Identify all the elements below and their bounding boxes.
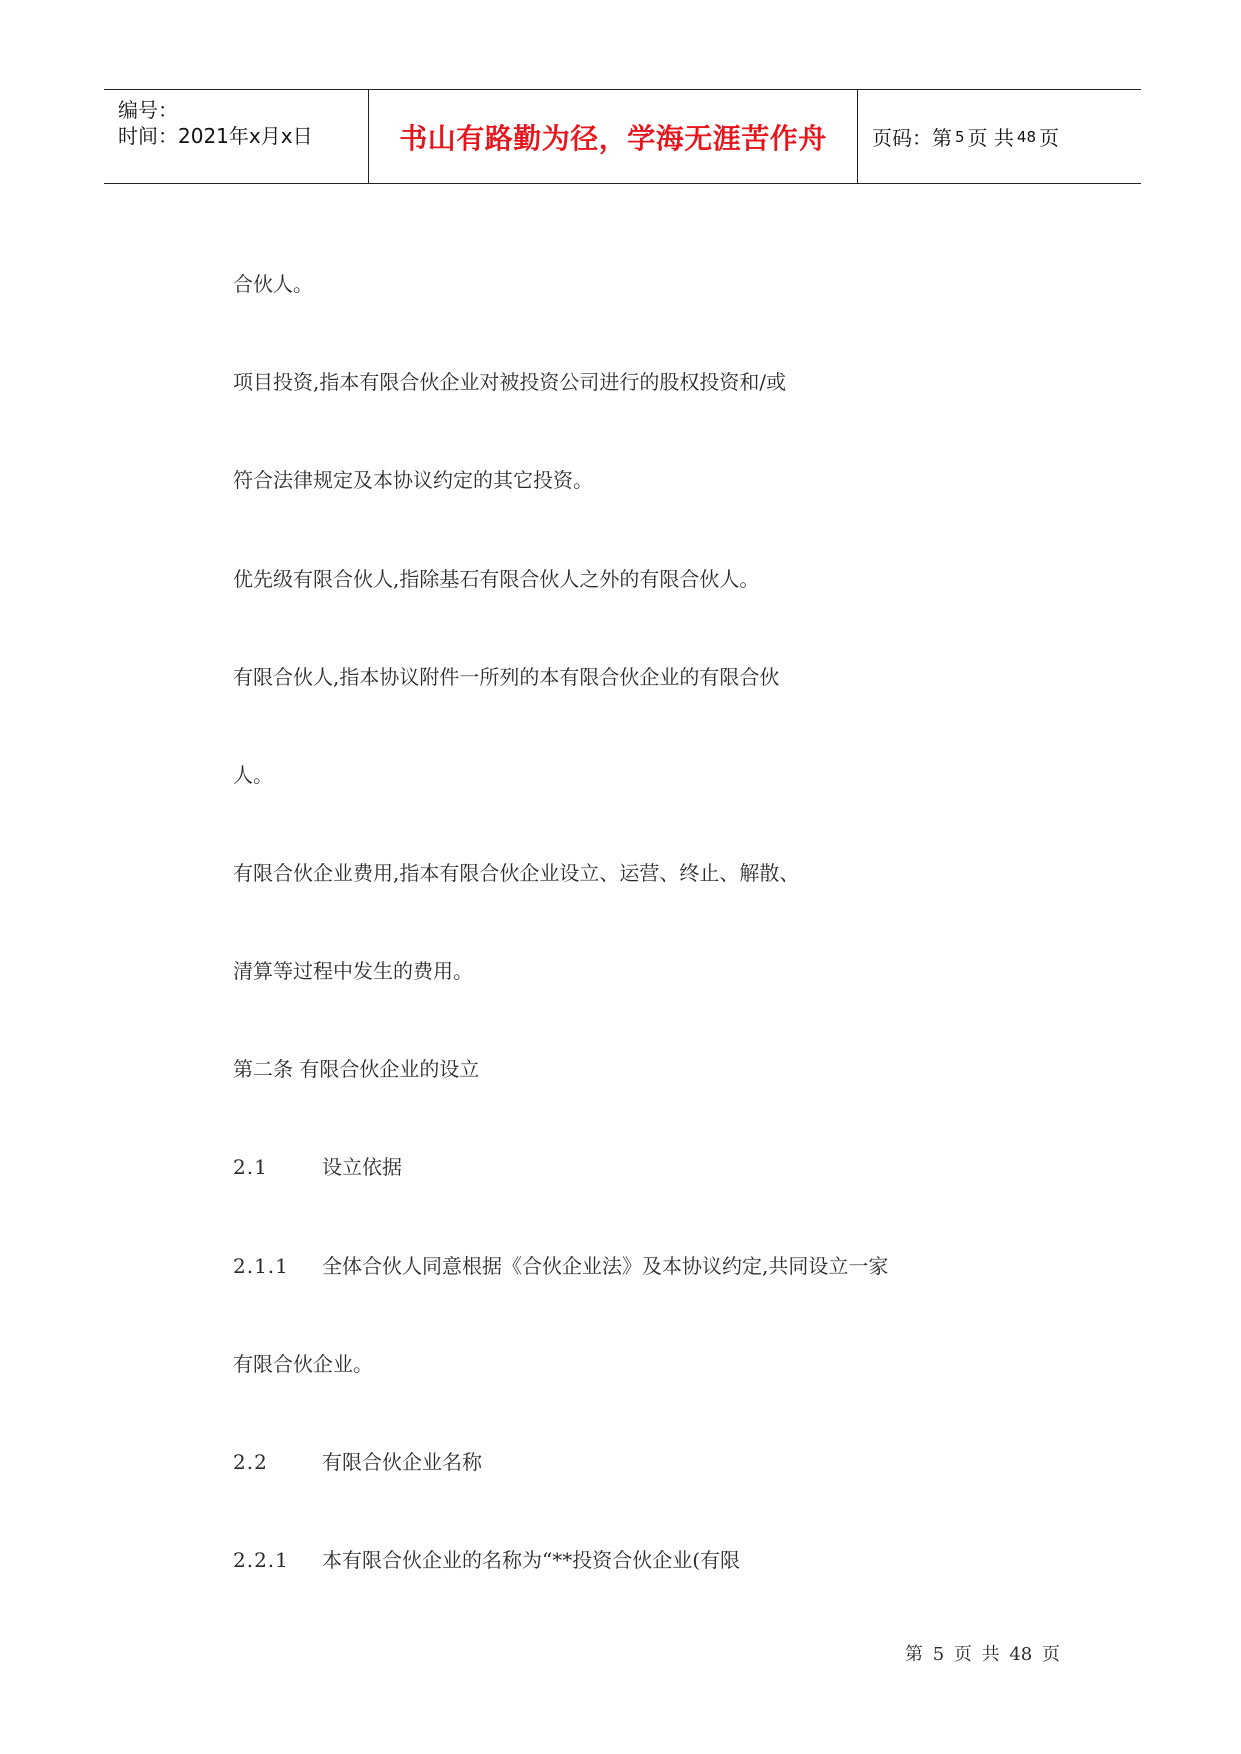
paragraph-line	[233, 370, 786, 394]
page-code-suffix: 页	[1039, 126, 1059, 150]
clause-number: 2.1	[233, 1155, 268, 1179]
line-text: 全体合伙人同意根据《合伙企业法》及本协议约定,共同设立一家	[322, 1254, 889, 1278]
clause-line	[233, 1450, 482, 1474]
paragraph-line	[233, 272, 313, 296]
line-text: 符合法律规定及本协议约定的其它投资。	[233, 468, 593, 492]
clause-number: 2.1.1	[233, 1254, 289, 1278]
line-text: 有限合伙企业名称	[322, 1450, 482, 1474]
clause-line	[233, 1254, 888, 1278]
page-code-current: 5	[955, 127, 965, 146]
line-text: 设立依据	[322, 1155, 402, 1179]
paragraph-line	[233, 959, 473, 983]
line-text: 合伙人。	[233, 272, 313, 296]
clause-number: 2.2	[233, 1450, 268, 1474]
clause-line	[233, 1155, 402, 1179]
page-footer: 第 5 页 共 48 页	[905, 1644, 1060, 1665]
paragraph-line	[233, 861, 799, 885]
paragraph-line	[233, 567, 759, 591]
paragraph-line	[233, 1352, 373, 1376]
line-text: 清算等过程中发生的费用。	[233, 959, 473, 983]
line-text: 有限合伙企业。	[233, 1352, 373, 1376]
line-text: 第二条 有限合伙企业的设立	[233, 1057, 480, 1081]
paragraph-line	[233, 665, 779, 689]
page-code-total: 48	[1016, 127, 1036, 146]
clause-line	[233, 1548, 740, 1572]
line-text: 优先级有限合伙人,指除基石有限合伙人之外的有限合伙人。	[233, 567, 760, 591]
header-motto-cell	[369, 90, 858, 183]
paragraph-line	[233, 763, 273, 787]
line-text: 有限合伙人,指本协议附件一所列的本有限合伙企业的有限合伙	[233, 665, 780, 689]
header-page-code-cell	[858, 90, 1141, 183]
time-label: 时间：2021年x月x日	[118, 124, 313, 148]
clause-number: 2.2.1	[233, 1548, 289, 1572]
document-header	[104, 89, 1141, 184]
serial-number-label: 编号：	[118, 98, 178, 122]
line-text: 本有限合伙企业的名称为“**投资合伙企业(有限	[322, 1548, 741, 1572]
line-text: 有限合伙企业费用,指本有限合伙企业设立、运营、终止、解散、	[233, 861, 800, 885]
header-meta-cell	[104, 90, 369, 183]
page-code-prefix: 页码：第	[872, 126, 952, 150]
line-text: 项目投资,指本有限合伙企业对被投资公司进行的股权投资和/或	[233, 370, 787, 394]
page-code-mid: 页 共	[967, 126, 1014, 150]
line-text: 人。	[233, 763, 273, 787]
article-heading	[233, 1057, 479, 1081]
paragraph-line	[233, 468, 593, 492]
motto-text: 书山有路勤为径，学海无涯苦作舟	[399, 121, 827, 155]
